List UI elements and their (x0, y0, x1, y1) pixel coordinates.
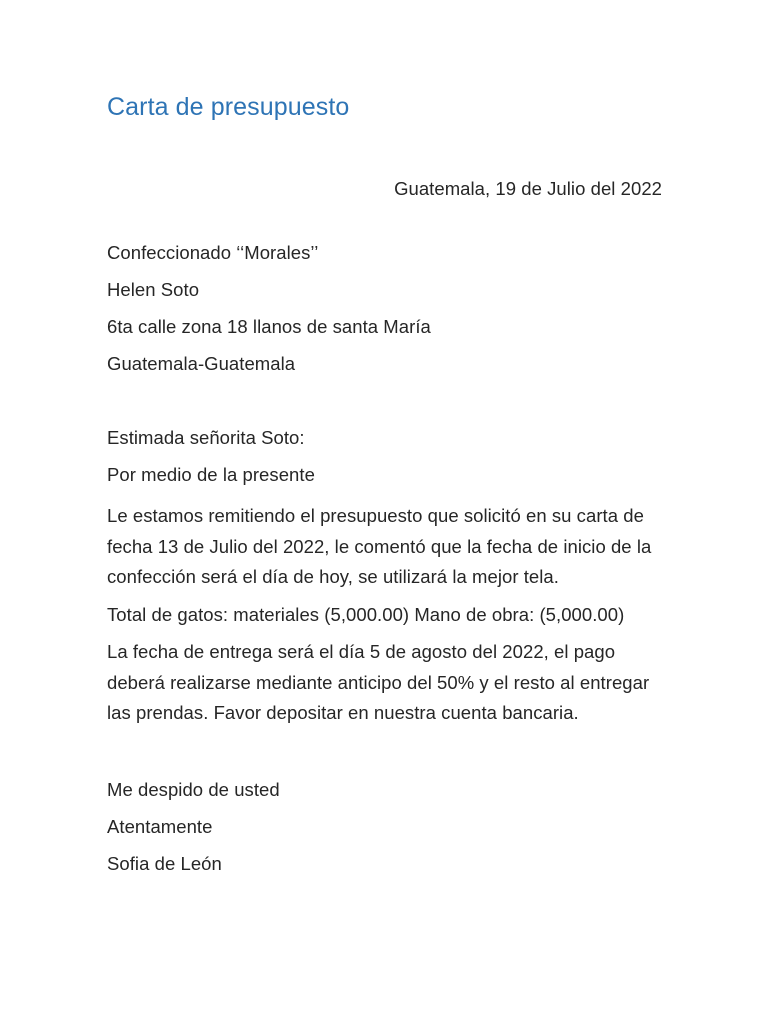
recipient-address: 6ta calle zona 18 llanos de santa María (107, 316, 431, 337)
salutation: Estimada señorita Soto: (107, 427, 305, 448)
farewell-line: Me despido de usted (107, 778, 280, 800)
document-content (107, 0, 662, 882)
recipient-block (107, 204, 662, 382)
totals-line: Total de gatos: materiales (5,000.00) Mano de obra: (5,000.00) (107, 603, 625, 625)
opening-line: Por medio de la presente (107, 464, 315, 485)
page-title: Carta de presupuesto (107, 93, 350, 121)
signer-name: Sofia de León (107, 852, 222, 874)
salutation-block (107, 382, 662, 493)
recipient-company: Confeccionado ‘‘Morales’’ (107, 242, 319, 263)
recipient-city: Guatemala-Guatemala (107, 353, 296, 374)
date-line: Guatemala, 19 de Julio del 2022 (394, 178, 662, 199)
delivery-paragraph: La fecha de entrega será el día 5 de agosto del 2022, el pago deberá realizarse mediante anticipo del 50% y el resto al entregar las prendas. Favor depositar en nuestra cuenta bancaria. (107, 641, 650, 723)
body-paragraph: Le estamos remitiendo el presupuesto que solicitó en su carta de fecha 13 de Julio del 2022, le comentó que la fecha de inicio de la confección será el día de hoy, se utilizará la mejor tela. (107, 505, 652, 587)
recipient-name: Helen Soto (107, 279, 200, 300)
regards-line: Atentamente (107, 815, 213, 837)
letter-body (107, 493, 662, 729)
closing-block (107, 729, 662, 882)
